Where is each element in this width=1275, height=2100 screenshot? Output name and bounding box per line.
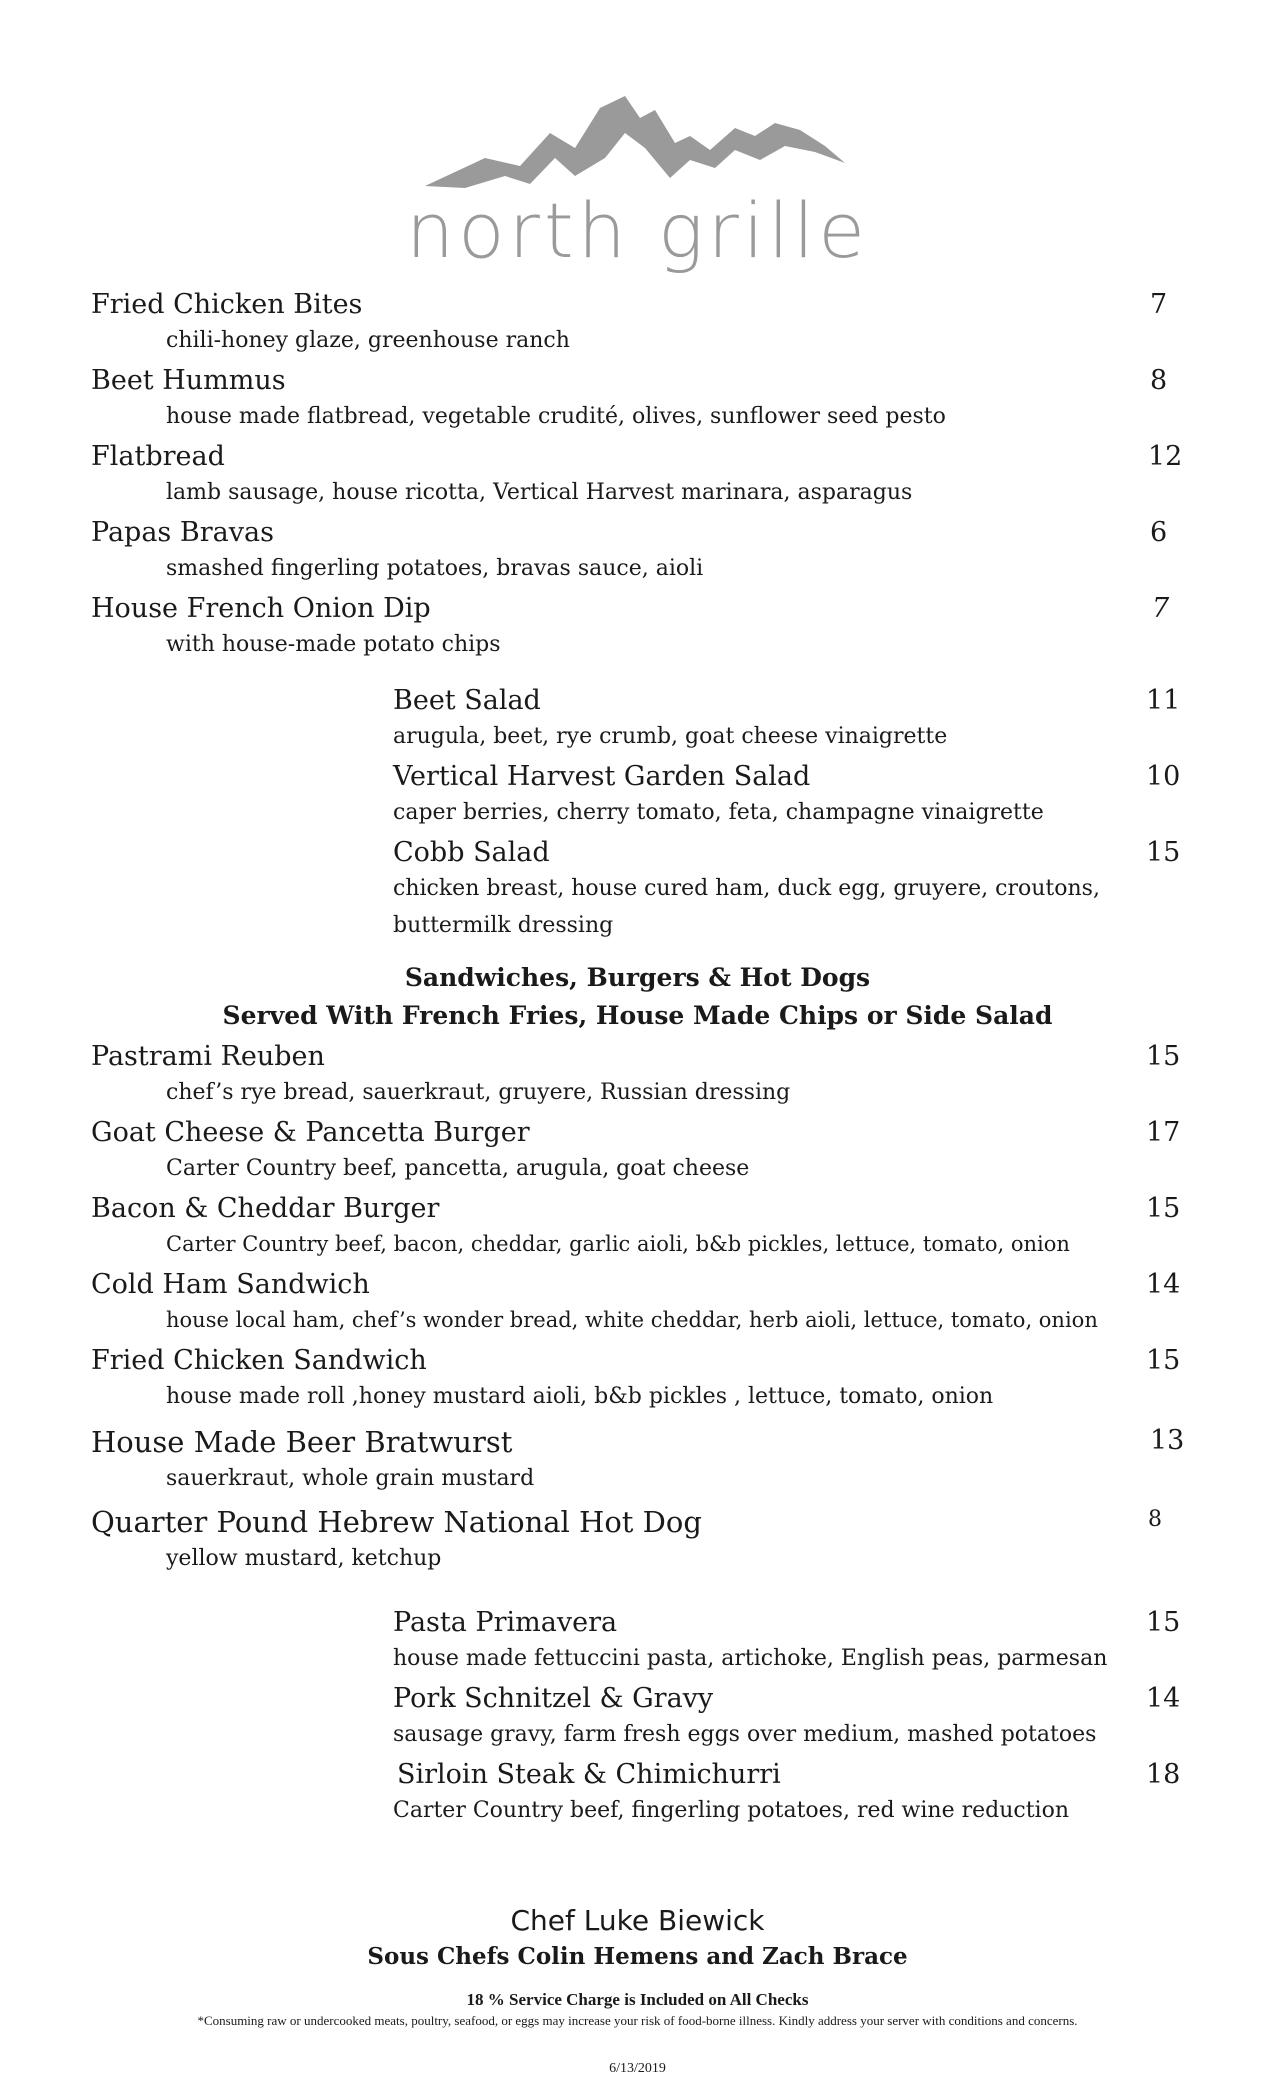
service-charge-note: 18 % Service Charge is Included on All Checks bbox=[466, 1990, 809, 2009]
item-description: house local ham, chef’s wonder bread, white cheddar, herb aioli, lettuce, tomato, onion bbox=[166, 1308, 1098, 1332]
section-title: Sandwiches, Burgers & Hot Dogs bbox=[404, 963, 871, 992]
food-safety-disclaimer: *Consuming raw or undercooked meats, poultry, seafood, or eggs may increase your risk of food-borne illness. Kindly address your server with conditions and concerns. bbox=[197, 2013, 1078, 2028]
section-subtitle: Served With French Fries, House Made Chips or Side Salad bbox=[222, 1001, 1053, 1030]
item-price: 10 bbox=[1146, 761, 1181, 792]
item-price: 15 bbox=[1146, 1607, 1181, 1638]
item-description: chicken breast, house cured ham, duck egg, gruyere, croutons, bbox=[393, 876, 1100, 901]
item-description: chili-honey glaze, greenhouse ranch bbox=[166, 328, 570, 353]
item-name: Vertical Harvest Garden Salad bbox=[393, 761, 811, 792]
item-name: Beet Hummus bbox=[91, 365, 286, 396]
item-name: House French Onion Dip bbox=[91, 593, 431, 624]
chef-name: Chef Luke Biewick bbox=[510, 1904, 765, 1937]
item-name: Fried Chicken Bites bbox=[91, 289, 363, 320]
item-description: house made fettuccini pasta, artichoke, English peas, parmesan bbox=[393, 1646, 1108, 1671]
item-price: 15 bbox=[1146, 837, 1181, 868]
sous-chefs: Sous Chefs Colin Hemens and Zach Brace bbox=[367, 1943, 908, 1970]
item-description: caper berries, cherry tomato, feta, champagne vinaigrette bbox=[393, 800, 1044, 825]
item-description: house made roll ,honey mustard aioli, b&b pickles , lettuce, tomato, onion bbox=[166, 1384, 994, 1409]
item-description: lamb sausage, house ricotta, Vertical Harvest marinara, asparagus bbox=[166, 480, 913, 505]
item-name: Sirloin Steak & Chimichurri bbox=[397, 1759, 781, 1790]
item-price: 11 bbox=[1146, 685, 1181, 716]
item-name: Pastrami Reuben bbox=[91, 1041, 325, 1072]
item-description: sauerkraut, whole grain mustard bbox=[166, 1466, 535, 1491]
item-name: Goat Cheese & Pancetta Burger bbox=[91, 1117, 530, 1148]
item-description: with house-made potato chips bbox=[166, 632, 501, 657]
item-price: 6 bbox=[1150, 517, 1168, 548]
item-price: 8 bbox=[1150, 365, 1168, 396]
item-name: Bacon & Cheddar Burger bbox=[91, 1193, 440, 1224]
item-price: 14 bbox=[1146, 1269, 1181, 1300]
item-price: 15 bbox=[1146, 1193, 1181, 1224]
item-name: Papas Bravas bbox=[91, 517, 274, 548]
item-name: Flatbread bbox=[91, 441, 225, 472]
item-description: Carter Country beef, fingerling potatoes, red wine reduction bbox=[393, 1798, 1070, 1823]
item-description: smashed fingerling potatoes, bravas sauce, aioli bbox=[166, 556, 704, 581]
item-description: chef’s rye bread, sauerkraut, gruyere, Russian dressing bbox=[166, 1080, 791, 1105]
item-name: Cold Ham Sandwich bbox=[91, 1269, 370, 1300]
mountains-icon bbox=[425, 88, 855, 198]
brand-name: north grille bbox=[406, 186, 869, 275]
item-name: Beet Salad bbox=[393, 685, 541, 716]
item-price: 15 bbox=[1146, 1041, 1181, 1072]
item-price: 13 bbox=[1150, 1425, 1185, 1456]
item-name: House Made Beer Bratwurst bbox=[91, 1425, 513, 1459]
item-price: 12 bbox=[1148, 441, 1183, 472]
item-description: sausage gravy, farm fresh eggs over medium, mashed potatoes bbox=[393, 1722, 1097, 1747]
item-name: Fried Chicken Sandwich bbox=[91, 1345, 427, 1376]
item-name: Pork Schnitzel & Gravy bbox=[393, 1683, 714, 1714]
item-name: Cobb Salad bbox=[393, 837, 550, 868]
logo bbox=[0, 78, 1275, 278]
item-description: arugula, beet, rye crumb, goat cheese vinaigrette bbox=[393, 724, 948, 749]
item-price: 15 bbox=[1146, 1345, 1181, 1376]
item-price: 7 bbox=[1150, 289, 1168, 320]
item-description: Carter Country beef, bacon, cheddar, garlic aioli, b&b pickles, lettuce, tomato, onion bbox=[166, 1232, 1070, 1256]
item-description: house made flatbread, vegetable crudité, olives, sunflower seed pesto bbox=[166, 404, 946, 429]
item-price: 8 bbox=[1148, 1507, 1162, 1532]
item-name: Pasta Primavera bbox=[393, 1607, 618, 1638]
item-description-continued: buttermilk dressing bbox=[393, 913, 614, 938]
menu-date: 6/13/2019 bbox=[609, 2061, 666, 2076]
item-price: 17 bbox=[1146, 1117, 1181, 1148]
item-description: Carter Country beef, pancetta, arugula, goat cheese bbox=[166, 1156, 750, 1181]
item-price: 18 bbox=[1146, 1759, 1181, 1790]
item-description: yellow mustard, ketchup bbox=[166, 1546, 442, 1571]
item-price: 14 bbox=[1146, 1683, 1181, 1714]
item-name: Quarter Pound Hebrew National Hot Dog bbox=[91, 1505, 702, 1539]
item-price: 7 bbox=[1152, 593, 1170, 624]
